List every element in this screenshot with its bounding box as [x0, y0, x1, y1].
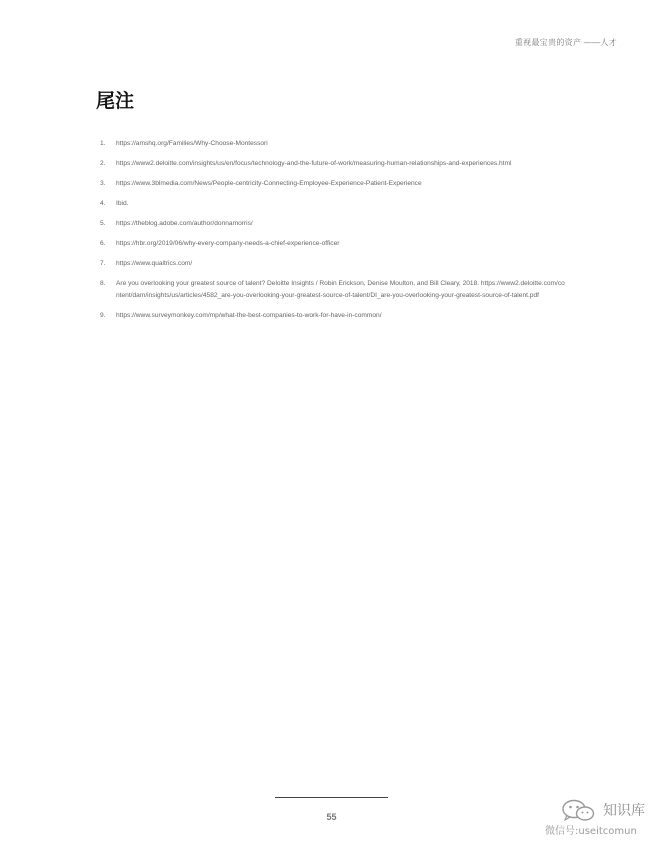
endnote-link[interactable]: Are you overlooking your greatest source of talent? Deloitte Insights / Robin Erickson, Denise Moulton, and Bill Cleary, 2018. https://www2.deloitte.com/content/dam/insights/us/articles/4582_are-you-overlooking-your-greatest-source-of-talent/DI_are-you-overlooking-your-greatest-source-of-talent.pdf [116, 280, 565, 299]
endnote-item [96, 158, 566, 170]
endnote-number: 2. [100, 160, 106, 167]
endnote-link[interactable]: https://www.qualtrics.com/ [116, 260, 193, 267]
endnote-item [96, 278, 566, 302]
endnote-item [96, 238, 566, 250]
endnote-link[interactable]: https://www.3blmedia.com/News/People-centricity-Connecting-Employee-Experience-Patient-Experience [116, 180, 422, 187]
endnote-number: 4. [100, 200, 106, 207]
running-header: 重视最宝贵的资产 ——人才 [514, 38, 617, 47]
endnote-number: 6. [100, 240, 106, 247]
endnote-link[interactable]: https://theblog.adobe.com/author/donnamorris/ [116, 220, 253, 227]
endnote-number: 3. [100, 180, 106, 187]
endnote-number: 7. [100, 260, 106, 267]
endnote-link[interactable]: https://hbr.org/2019/06/why-every-company-needs-a-chief-experience-officer [116, 240, 340, 247]
endnote-number: 9. [100, 312, 106, 319]
endnote-link[interactable]: https://amshq.org/Families/Why-Choose-Montessori [116, 140, 268, 147]
watermark-account: 微信号:useitcomun [545, 826, 637, 837]
watermark [545, 796, 657, 840]
endnote-item [96, 138, 566, 150]
endnote-item [96, 258, 566, 270]
page-title: 尾注 [96, 90, 135, 112]
endnote-item [96, 218, 566, 230]
endnote-item [96, 198, 566, 210]
endnotes-list [96, 138, 566, 330]
footer-divider [275, 797, 388, 798]
endnote-number: 8. [100, 280, 106, 287]
watermark-brand: 知识库 [603, 803, 645, 819]
endnote-number: 1. [100, 140, 106, 147]
endnote-item [96, 178, 566, 190]
endnote-number: 5. [100, 220, 106, 227]
page-number: 55 [326, 812, 337, 822]
endnote-link[interactable]: https://www2.deloitte.com/insights/us/en/focus/technology-and-the-future-of-work/measuring-human-relationships-and-experiences.html [116, 160, 512, 167]
endnote-text: Ibid. [116, 200, 129, 207]
endnote-item [96, 310, 566, 322]
endnote-link[interactable]: https://www.surveymonkey.com/mp/what-the-best-companies-to-work-for-have-in-common/ [116, 312, 382, 319]
